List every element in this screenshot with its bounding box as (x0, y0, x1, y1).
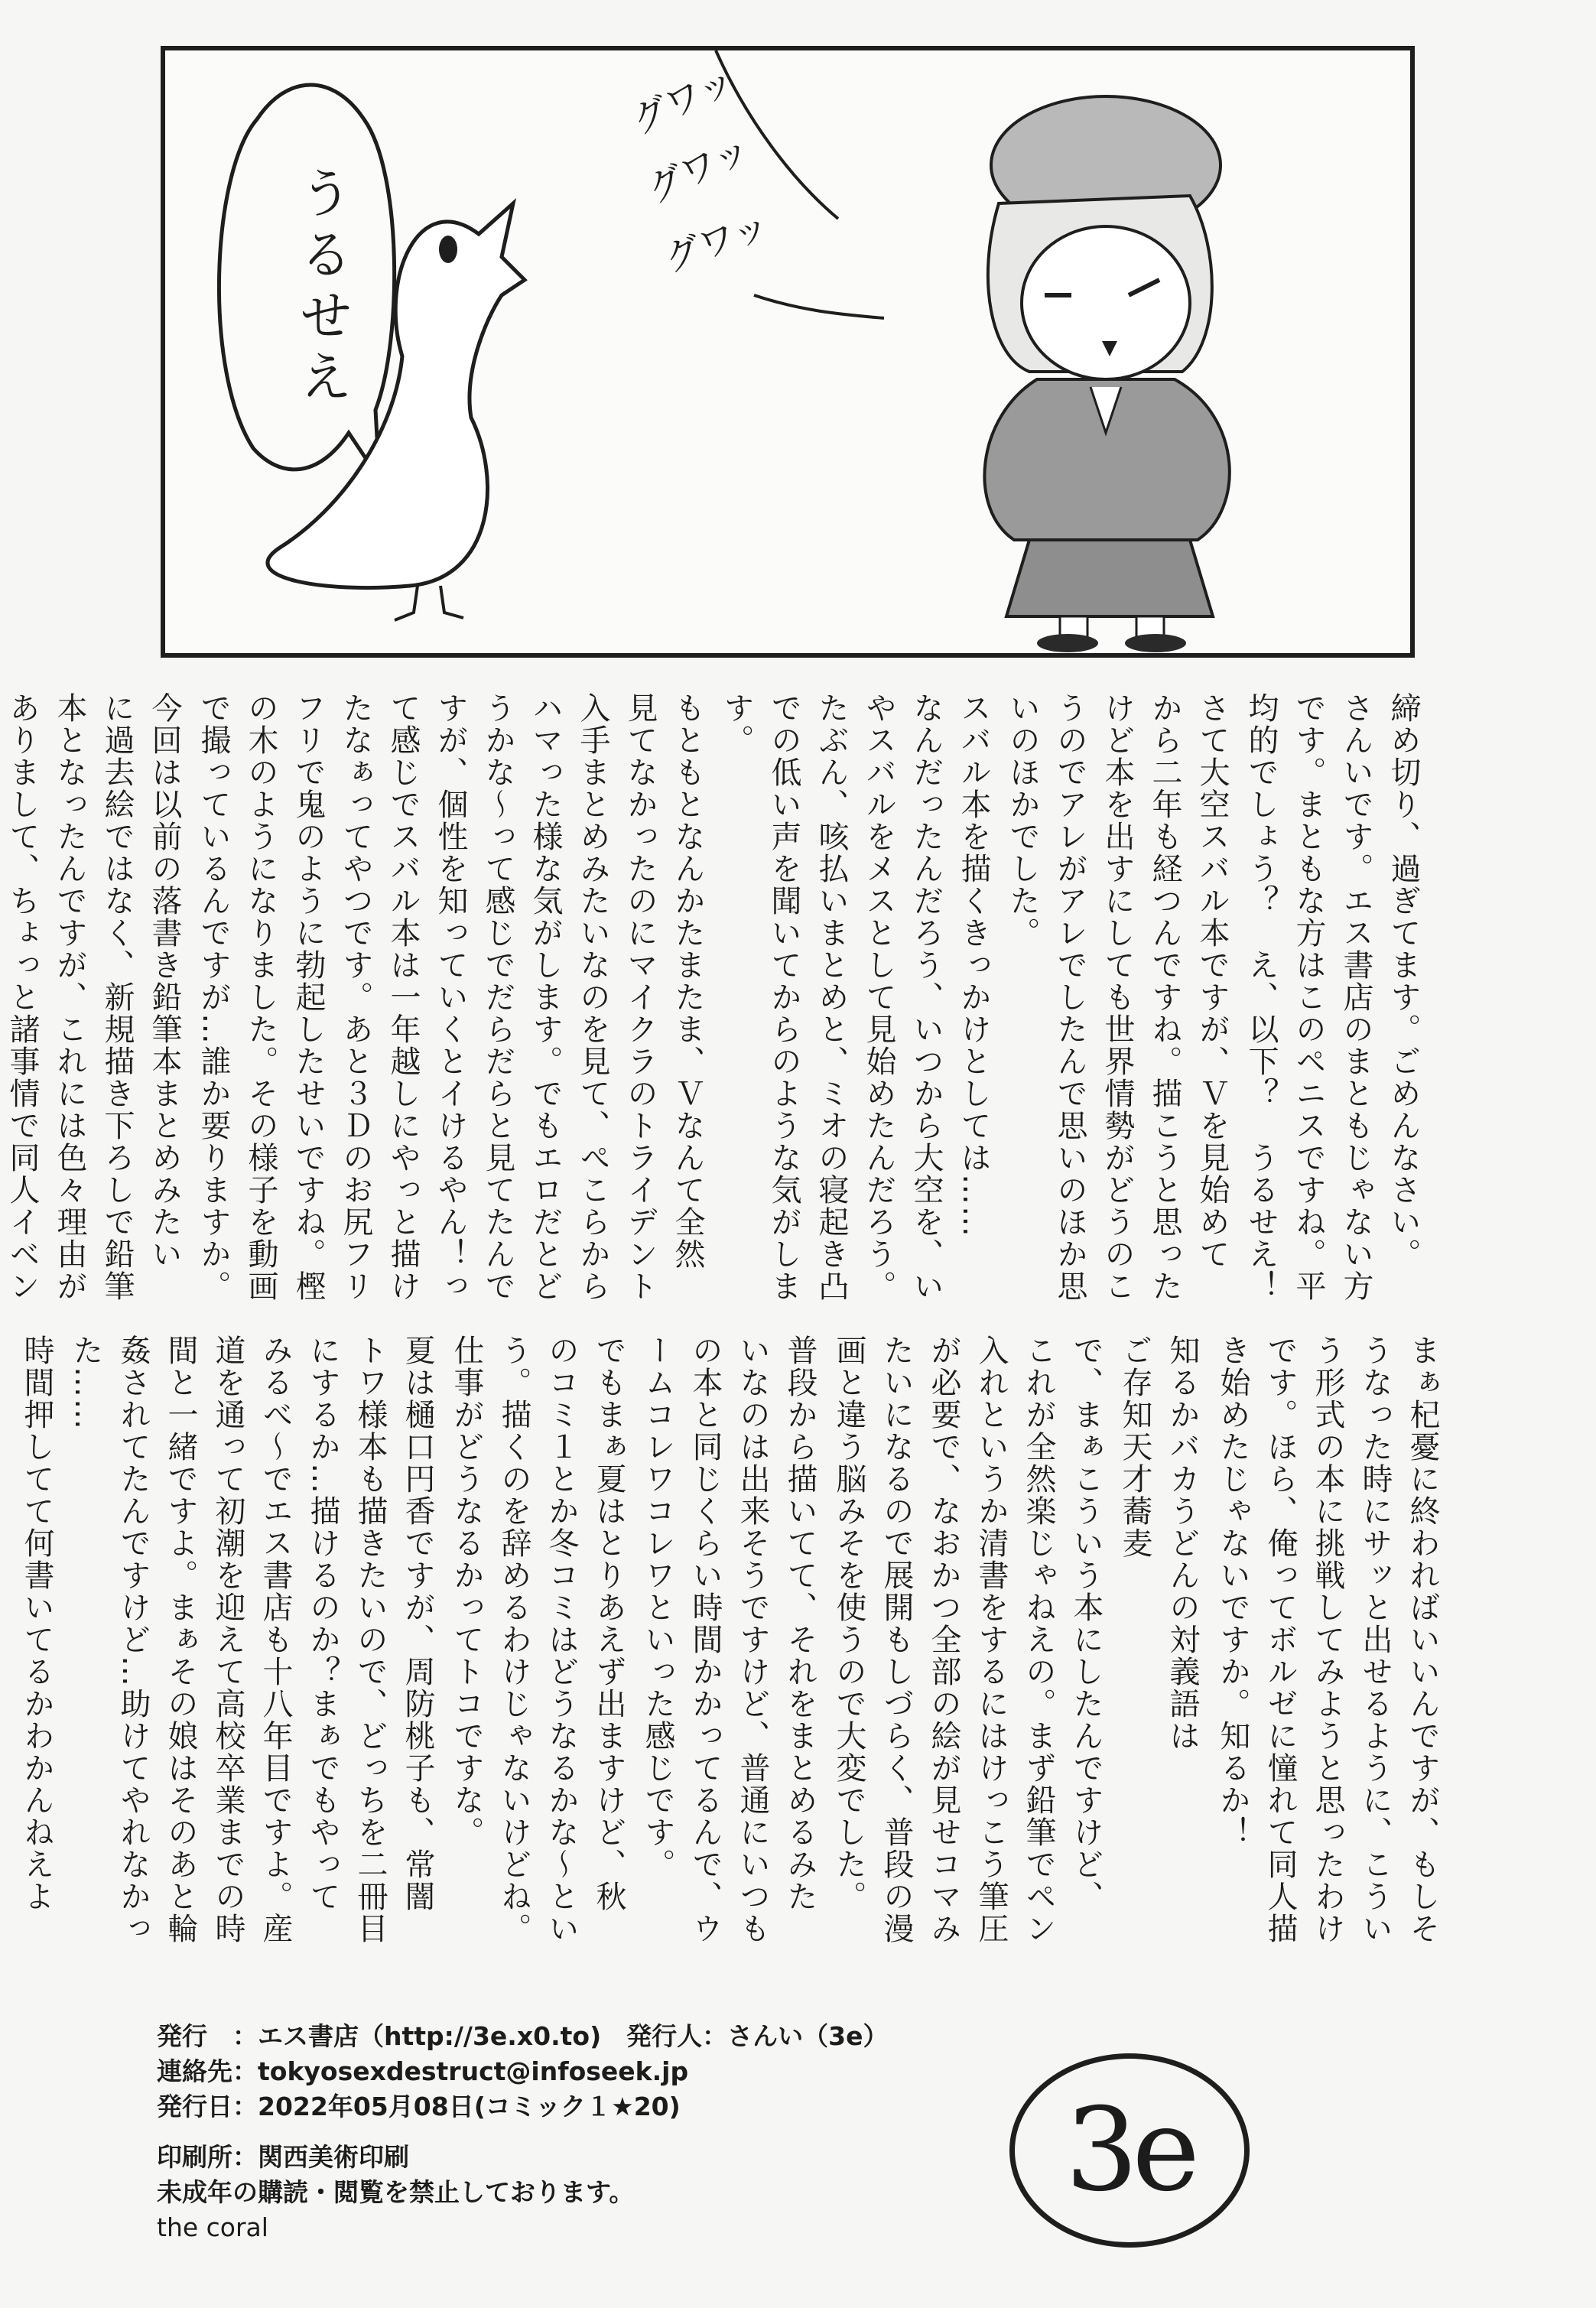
lower-text-line: ご存知天才蕎麦 (1117, 1334, 1152, 1559)
lower-text-line: う形式の本に挑戦してみようと思ったわけ (1310, 1334, 1345, 1945)
issue-date-line: 発行日：2022年05月08日(コミック１★20) (157, 2092, 681, 2121)
lower-text-line: です。ほら、俺ってボルゼに憧れて同人描 (1263, 1334, 1298, 1945)
lower-text-line: まぁ杞憂に終わればいいんですが、もしそ (1405, 1334, 1440, 1945)
lower-text-line: 仕事がどうなるかってトコですな。 (449, 1334, 484, 1848)
upper-text-line: で撮っているんですが…誰か要りますか。 (196, 692, 231, 1302)
upper-text-line: て感じでスバル本は一年越しにやっと描け (385, 692, 421, 1302)
lower-text-line: 間と一緒ですよ。まぁその娘はそのあと輪 (163, 1334, 198, 1945)
stamp-text: 3e (1065, 2084, 1195, 2217)
upper-text-line: です。まともな方はこのペニスですね。平 (1291, 692, 1326, 1302)
upper-text-line: 均的でしょう？ え、以下？ うるせえ！ (1243, 692, 1279, 1302)
circle-logo-stamp (1009, 2053, 1250, 2248)
lower-text-line: 夏は樋口円香ですが、周防桃子も、常闇 (400, 1334, 435, 1913)
upper-text-line: すが、個性を知っていくとイけるやん！っ (433, 692, 468, 1302)
sfx-3: グワッ (658, 203, 775, 281)
lower-text-columns (19, 1334, 1445, 1985)
upper-text-line: さんいです。エス書店のまともじゃない方 (1338, 692, 1373, 1302)
upper-text-line: 今回は以前の落書き鉛筆本まとめみたい (147, 692, 182, 1270)
upper-text-line: スバル本を描くきっかけとしては…… (956, 692, 991, 1238)
upper-text-line: 締め切り、過ぎてます。ごめんなさい。 (1386, 692, 1421, 1270)
printer-line: 印刷所：関西美術印刷 (157, 2142, 409, 2172)
upper-text-line: うかな〜って感じでだらだらと見てたんで (480, 692, 515, 1302)
sfx-1: グワッ (625, 58, 742, 143)
colophon (157, 2019, 889, 2245)
upper-text-line: もともとなんかたまたま、Ｖなんて全然 (670, 692, 705, 1270)
lower-text-line: たいになるので展開もしづらく、普段の漫 (879, 1334, 914, 1945)
illustration-panel (161, 46, 1415, 658)
lower-text-line: トワ様本も描きたいので、どっちを二冊目 (353, 1334, 388, 1945)
upper-text-line: なんだったんだろう、いつから大空を、い (909, 692, 944, 1302)
lower-text-line: た…… (68, 1334, 103, 1431)
lower-text-line: う。描くのを辞めるわけじゃないけどね。 (496, 1334, 531, 1945)
upper-text-line: さて大空スバル本ですが、Ｖを見始めて (1195, 692, 1230, 1270)
lower-text-line: いなのは出来そうですけど、普通にいつも (735, 1334, 770, 1945)
lower-text-line: 知るかバカうどんの対義語は (1165, 1334, 1200, 1752)
lower-text-line: ームコレワコレワといった感じです。 (640, 1334, 675, 1881)
upper-text-line: 入手まとめみたいなのを見て、ぺこらから (575, 692, 610, 1302)
upper-text-line: フリで鬼のように勃起したせいですね。樫 (291, 692, 326, 1302)
lower-text-line: 時間押してて何書いてるかわかんねえよ (19, 1334, 54, 1913)
lower-text-line: 普段から描いてて、それをまとめるみた (782, 1334, 818, 1913)
lower-text-line: 画と違う脳みそを使うので大変でした。 (831, 1334, 866, 1913)
lower-text-line: で、まぁこういう本にしたんですけど、 (1068, 1334, 1104, 1913)
lower-text-line: き始めたじゃないですか。知るか！ (1215, 1334, 1250, 1848)
upper-text-line: ありまして、ちょっと諸事情で同人イベン (5, 692, 40, 1302)
upper-text-line: たなぁってやつです。あと３Ｄのお尻フリ (338, 692, 373, 1302)
upper-text-line: けど本を出すにしても世界情勢がどうのこ (1100, 692, 1135, 1302)
contact-line: 連絡先：tokyosexdestruct@infoseek.jp (157, 2056, 689, 2086)
lower-text-line: の本と同じくらい時間かかってるんで、ウ (687, 1334, 723, 1945)
lower-text-line: 入れというか清書をするにはけっこう筆圧 (974, 1334, 1009, 1945)
upper-text-line: うのでアレがアレでしたんで思いのほか思 (1052, 692, 1087, 1302)
upper-text-line: での低い声を聞いてからのような気がしま (766, 692, 801, 1302)
lower-text-line: が必要で、なおかつ全部の絵が見せコマみ (926, 1334, 961, 1945)
upper-text-line: 本となったんですが、これには色々理由が (52, 692, 87, 1302)
illustration-art (165, 50, 1410, 653)
lower-text-line: でもまぁ夏はとりあえず出ますけど、秋 (591, 1334, 626, 1913)
upper-text-line: の木のようになりました。その様子を動画 (243, 692, 278, 1302)
upper-text-line: たぶん、咳払いまとめと、ミオの寝起き凸 (814, 692, 849, 1302)
publisher-line: 発行 ：エス書店（http://3e.x0.to) 発行人：さんい（3e） (157, 2021, 889, 2051)
lower-text-line: 道を通って初潮を迎えて高校卒業までの時 (210, 1334, 245, 1945)
upper-text-line: やスバルをメスとして見始めたんだろう。 (861, 692, 896, 1302)
lower-text-line: みるべ〜でエス書店も十八年目ですよ。産 (258, 1334, 293, 1945)
upper-text-line: ハマった様な気がします。でもエロだとど (528, 692, 563, 1302)
lower-text-line: うなった時にサッと出せるように、こうい (1357, 1334, 1393, 1945)
upper-text-line: いのほかでした。 (1005, 692, 1040, 949)
upper-text-line: から二年も経つんですね。描こうと思った (1147, 692, 1182, 1302)
paper-line: the coral (157, 2212, 268, 2242)
lower-text-line: これが全然楽じゃねえの。まず鉛筆でペン (1021, 1334, 1056, 1945)
lower-text-line: のコミ１とか冬コミはどうなるかな〜とい (544, 1334, 579, 1945)
upper-text-line: す。 (719, 692, 754, 756)
lower-text-line: にするか…描けるのか？まぁでもやって (305, 1334, 340, 1913)
upper-text-line: 見てなかったのにマイクラのトライデント (622, 692, 658, 1302)
lower-text-line: 姦されてたんですけど…助けてやれなかっ (115, 1334, 151, 1945)
age-warning-line: 未成年の購読・閲覧を禁止しております。 (157, 2177, 635, 2207)
upper-text-line: に過去絵ではなく、新規描き下ろしで鉛筆 (99, 692, 135, 1302)
sfx-2: グワッ (640, 127, 757, 212)
speech-text: うるせえ (291, 165, 353, 410)
